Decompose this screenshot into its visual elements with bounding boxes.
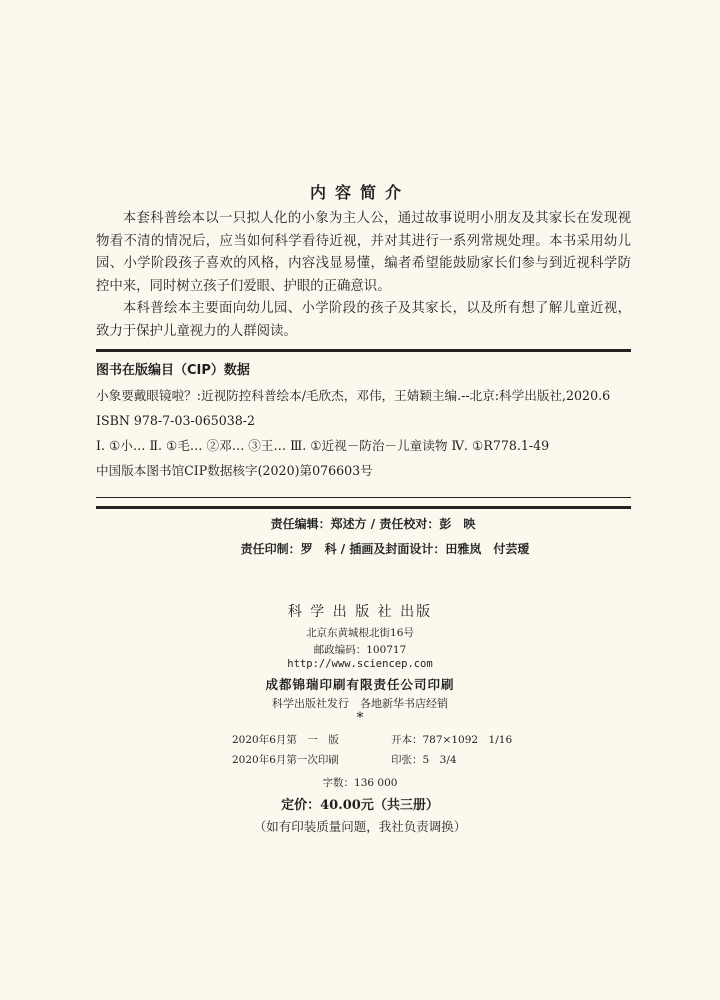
- cip-isbn-line: ISBN 978-7-03-065038-2: [96, 413, 256, 428]
- credits-editors: 责任编辑：郑述方 / 责任校对：彭 映: [270, 517, 476, 531]
- edition-row: [232, 732, 513, 747]
- cip-classification-line: Ⅰ. ①小… Ⅱ. ①毛… ②邓… ③王… Ⅲ. ①近视－防治－儿童读物 Ⅳ. ①R778.1-49: [96, 438, 550, 453]
- edition-info: 2020年6月第 一 版: [232, 734, 339, 746]
- quality-note: （如有印装质量问题，我社负责调换）: [253, 819, 467, 834]
- printing-row: [232, 752, 457, 767]
- publisher-postcode: 邮政编码：100717: [313, 644, 407, 656]
- separator-star: *: [356, 710, 364, 726]
- format-info: 开本：787×1092 1/16: [391, 734, 513, 746]
- summary-title: 内容简介: [309, 183, 410, 202]
- publisher-name: 科 学 出 版 社 出版: [287, 604, 433, 620]
- cip-block: [96, 358, 636, 483]
- word-count: 字数：136 000: [322, 777, 398, 789]
- printer-name: 成都锦瑞印刷有限责任公司印刷: [265, 677, 455, 692]
- cip-data-number-line: 中国版本图书馆CIP数据核字(2020)第076603号: [96, 463, 373, 478]
- divider-cip-top: [96, 349, 631, 352]
- distribution-info: 科学出版社发行 各地新华书店经销: [272, 697, 448, 710]
- publisher-address: 北京东黄城根北街16号: [306, 627, 414, 639]
- sheets-info: 印张：5 3/4: [391, 754, 457, 766]
- divider-cip-bottom-thick: [96, 506, 631, 509]
- cip-heading: 图书在版编目（CIP）数据: [96, 363, 250, 378]
- publisher-website: http://www.sciencep.com: [287, 658, 433, 670]
- cip-catalog-line: 小象要戴眼镜啦？:近视防控科普绘本/毛欣杰，邓伟，王婧颖主编.--北京:科学出版社,2020.6: [96, 388, 611, 403]
- credits-printing-design: 责任印制：罗 科 / 插画及封面设计：田雅岚 付芸瑷: [240, 542, 530, 556]
- summary-text: [96, 208, 631, 343]
- summary-paragraph-2: 本科普绘本主要面向幼儿园、小学阶段的孩子及其家长，以及所有想了解儿童近视，致力于保护儿童视力的人群阅读。: [96, 301, 631, 339]
- price: 定价：40.00元（共三册）: [281, 798, 439, 813]
- printing-info: 2020年6月第一次印刷: [232, 754, 339, 766]
- summary-paragraph-1: 本套科普绘本以一只拟人化的小象为主人公，通过故事说明小朋友及其家长在发现视物看不清的情况后，应当如何科学看待近视，并对其进行一系列常规处理。本书采用幼儿园、小学阶段孩子喜欢的风格，内容浅显易懂，编者希望能鼓励家长们参与到近视科学防控中来，同时树立孩子们爱眼、护眼的正确意识。: [96, 211, 631, 294]
- divider-cip-bottom-thin: [96, 497, 631, 498]
